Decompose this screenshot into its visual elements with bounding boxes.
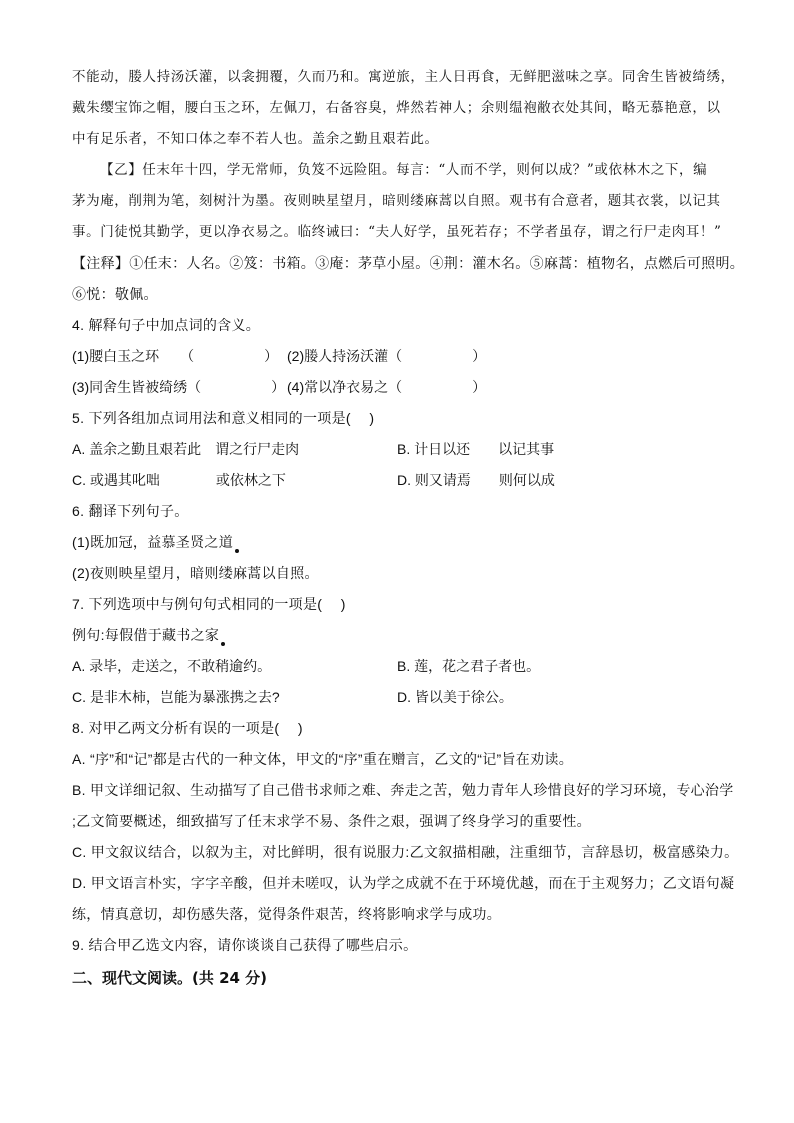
question-6-sentence-1: [72, 527, 724, 558]
question-7-option-c: C. 是非木柿，岂能为暴涨携之去?: [72, 689, 280, 705]
period-mark: [219, 627, 225, 643]
question-4-row-1: [72, 341, 724, 372]
question-5-option-d: D. 则又请焉 则何以成: [397, 472, 555, 488]
question-6-stem: 6. 翻译下列句子。: [72, 503, 189, 519]
question-7-row-2: [72, 682, 724, 713]
question-5-stem: 5. 下列各组加点词用法和意义相同的一项是( ): [72, 410, 375, 426]
question-7-example-text: 例句:每假借于藏书之家: [72, 627, 220, 643]
question-7-option-a: A. 录毕，走送之，不敢稍逾约。: [72, 658, 272, 674]
notes-line-2: ⑥悦：敬佩。: [72, 286, 158, 302]
question-5-row-1: [72, 434, 724, 465]
question-8-option-b-line-2: ;乙文简要概述，细致描写了任末求学不易、条件之艰，强调了终身学习的重要性。: [72, 813, 591, 829]
notes-line-1: 【注释】①任末：人名。②笈：书箱。③庵：茅草小屋。④荆：灌木名。⑤麻蒿：植物名，点燃后可照明。: [72, 255, 745, 271]
question-8-option-d-line-1: D. 甲文语言朴实，字字辛酸，但并未嗟叹，认为学之成就不在于环境优越，而在于主观努力；乙文语句凝: [72, 875, 735, 891]
question-6-sentence-1-text: (1)既加冠，益慕圣贤之道: [72, 534, 234, 550]
passage-jia-line-3: 中有足乐者，不知口体之奉不若人也。盖余之勤且艰若此。: [72, 131, 439, 147]
question-8-stem: 8. 对甲乙两文分析有误的一项是( ): [72, 720, 303, 736]
question-7-row-1: [72, 651, 724, 682]
question-5-option-a: A. 盖余之勤且艰若此 谓之行尸走肉: [72, 441, 300, 457]
passage-yi-line-1: 【乙】任末年十四，学无常师，负笈不远险阻。每言：“人而不学，则何以成？”或依林木之下，编: [100, 162, 708, 178]
question-5-option-c: C. 或遇其叱咄 或依林之下: [72, 472, 286, 488]
question-6-sentence-2: (2)夜则映星望月，暗则缕麻蒿以自照。: [72, 565, 319, 581]
passage-jia-line-2: 戴朱缨宝饰之帽，腰白玉之环，左佩刀，右备容臭，烨然若神人；余则缊袍敝衣处其间，略无慕艳意，以: [72, 100, 721, 116]
passage-jia-line-1: 不能动，媵人持汤沃灌，以衾拥覆，久而乃和。寓逆旅，主人日再食，无鲜肥滋味之享。同舍生皆被绮绣，: [72, 69, 735, 85]
question-9-stem: 9. 结合甲乙选文内容，请你谈谈自己获得了哪些启示。: [72, 937, 418, 953]
question-7-stem: 7. 下列选项中与例句句式相同的一项是( ): [72, 596, 346, 612]
question-4-row-2: [72, 372, 724, 403]
question-8-option-d-line-2: 练，情真意切，却伤感失落，觉得条件艰苦，终将影响求学与成功。: [72, 906, 501, 922]
question-4-item-3: (3)同舍生皆被绮绣（ ）: [72, 379, 286, 395]
question-5-row-2: [72, 465, 724, 496]
question-8-option-b-line-1: B. 甲文详细记叙、生动描写了自己借书求师之难、奔走之苦，勉力青年人珍惜良好的学习环境，专心治学: [72, 782, 734, 798]
question-7-option-d: D. 皆以美于徐公。: [397, 689, 513, 705]
passage-yi-line-3: 事。门徒悦其勤学，更以净衣易之。临终诫曰：“夫人好学，虽死若存；不学者虽存，谓之行尸走肉耳！”: [72, 224, 722, 240]
question-7-example: [72, 620, 724, 651]
question-8-option-a: A. “序”和“记”都是古代的一种文体，甲文的“序”重在赠言，乙文的“记”旨在劝读。: [72, 751, 574, 767]
period-mark: [233, 534, 239, 550]
question-5-option-b: B. 计日以还 以记其事: [397, 441, 555, 457]
question-4-stem: 4. 解释句子中加点词的含义。: [72, 317, 261, 333]
question-8-option-c: C. 甲文叙议结合，以叙为主，对比鲜明，很有说服力:乙文叙描相融，注重细节，言辞恳切，极富感染力。: [72, 844, 739, 860]
section-2-heading: 二、现代文阅读。(共 24 分): [72, 969, 268, 987]
question-4-item-1: (1)腰白玉之环 （ ）: [72, 348, 279, 364]
question-4-item-2: (2)媵人持汤沃灌（ ）: [287, 348, 487, 364]
question-4-item-4: (4)常以净衣易之（ ）: [287, 379, 487, 395]
question-7-option-b: B. 莲，花之君子者也。: [397, 658, 541, 674]
passage-yi-line-2: 茅为庵，削荆为笔，刻树汁为墨。夜则映星望月，暗则缕麻蒿以自照。观书有合意者，题其衣裳，以记其: [72, 193, 721, 209]
